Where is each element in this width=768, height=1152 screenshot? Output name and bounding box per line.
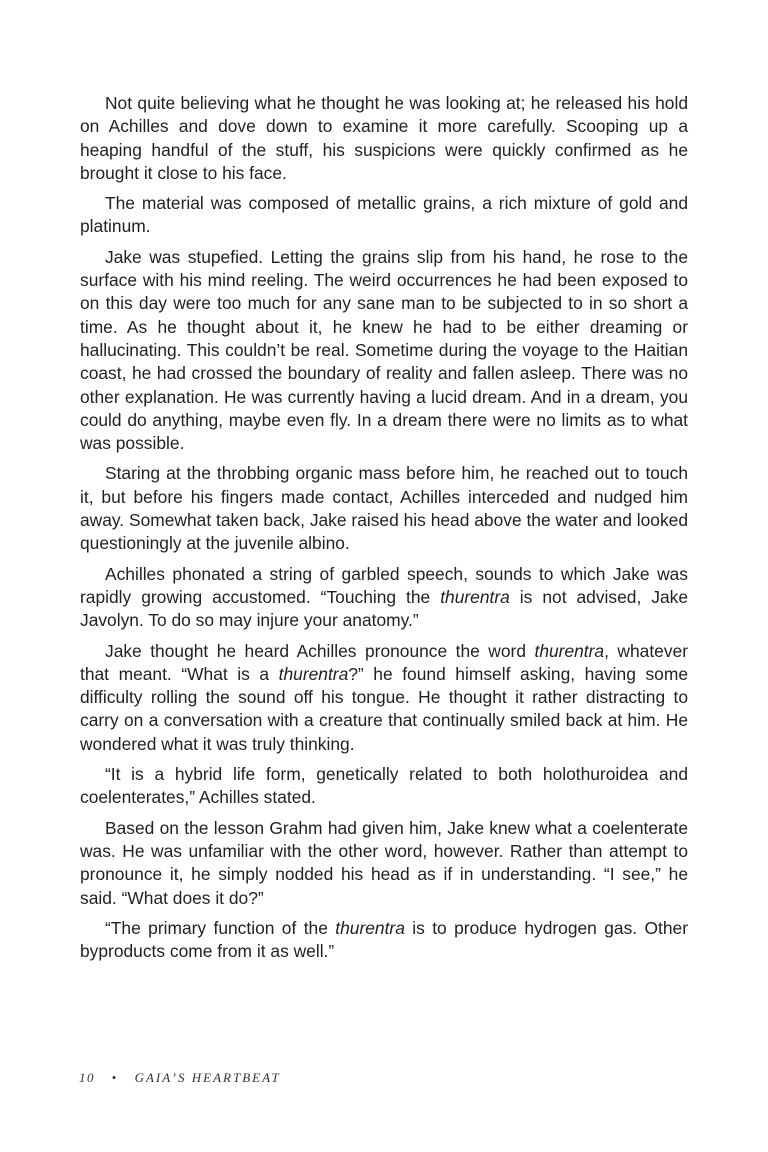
text-run: , whatever that meant. “What is a [80,640,688,684]
text-run: ?” he found himself asking, having some difficulty rolling the sound off his tongue. He thought it rather distracting to carry on a conversation with a creature that continually smiled back at him. He wondered what it was truly thinking. [80,663,688,754]
paragraph [80,563,688,633]
separator-bullet: • [111,1070,118,1085]
page-number: 10 [79,1070,95,1085]
paragraph [80,462,688,555]
text-run: The material was composed of metallic grains, a rich mixture of gold and platinum. [80,193,688,237]
paragraph [80,92,688,185]
text-run: Achilles phonated a string of garbled speech, sounds to which Jake was rapidly growing accustomed. “Touching the [80,563,688,607]
text-run: Jake thought he heard Achilles pronounce the word [105,640,535,661]
text-run: Jake was stupefied. Letting the grains slip from his hand, he rose to the surface with his mind reeling. The weird occurrences he had been exposed to on this day were too much for any sane man to be subjected to in so short a time. As he thought about it, he knew he had to be either dreaming or hallucinating. This couldn’t be real. Sometime during the voyage to the Haitian coast, he had crossed the boundary of reality and fallen asleep. There was no other explanation. He was currently having a lucid dream. And in a dream, you could do anything, maybe even fly. In a dream there were no limits as to what was possible. [80,246,688,454]
text-run: Based on the lesson Grahm had given him, Jake knew what a coelenterate was. He was unfamiliar with the other word, however. Rather than attempt to pronounce it, he simply nodded his head as if in understanding. “I see,” he said. “What does it do?” [80,817,688,908]
paragraph [80,192,688,239]
paragraph [80,246,688,456]
page-footer [79,1070,281,1086]
paragraph [80,817,688,910]
page-body [80,92,688,970]
paragraph [80,763,688,810]
text-run: “The primary function of the [105,917,336,938]
italic-term: thurentra [335,917,405,938]
paragraph [80,640,688,756]
italic-term: thurentra [440,586,510,607]
italic-term: thurentra [534,640,605,661]
text-run: is to produce hydrogen gas. Other byproducts come from it as well.” [80,917,688,962]
text-run: Not quite believing what he thought he was looking at; he released his hold on Achilles and dove down to examine it more carefully. Scooping up a heaping handful of the stuff, his suspicions were quickly confirmed as he brought it close to his face. [80,93,688,183]
text-run: is not advised, Jake Javolyn. To do so may injure your anatomy.” [80,586,688,631]
paragraph [80,917,688,964]
text-run: “It is a hybrid life form, genetically related to both holothuroidea and coelenterates,” Achilles stated. [80,764,688,808]
text-run: Staring at the throbbing organic mass before him, he reached out to touch it, but before his fingers made contact, Achilles interceded and nudged him away. Somewhat taken back, Jake raised his head above the water and looked questioningly at the juvenile albino. [80,463,688,554]
running-title: GAIA’S HEARTBEAT [134,1070,281,1085]
italic-term: thurentra [278,663,349,684]
